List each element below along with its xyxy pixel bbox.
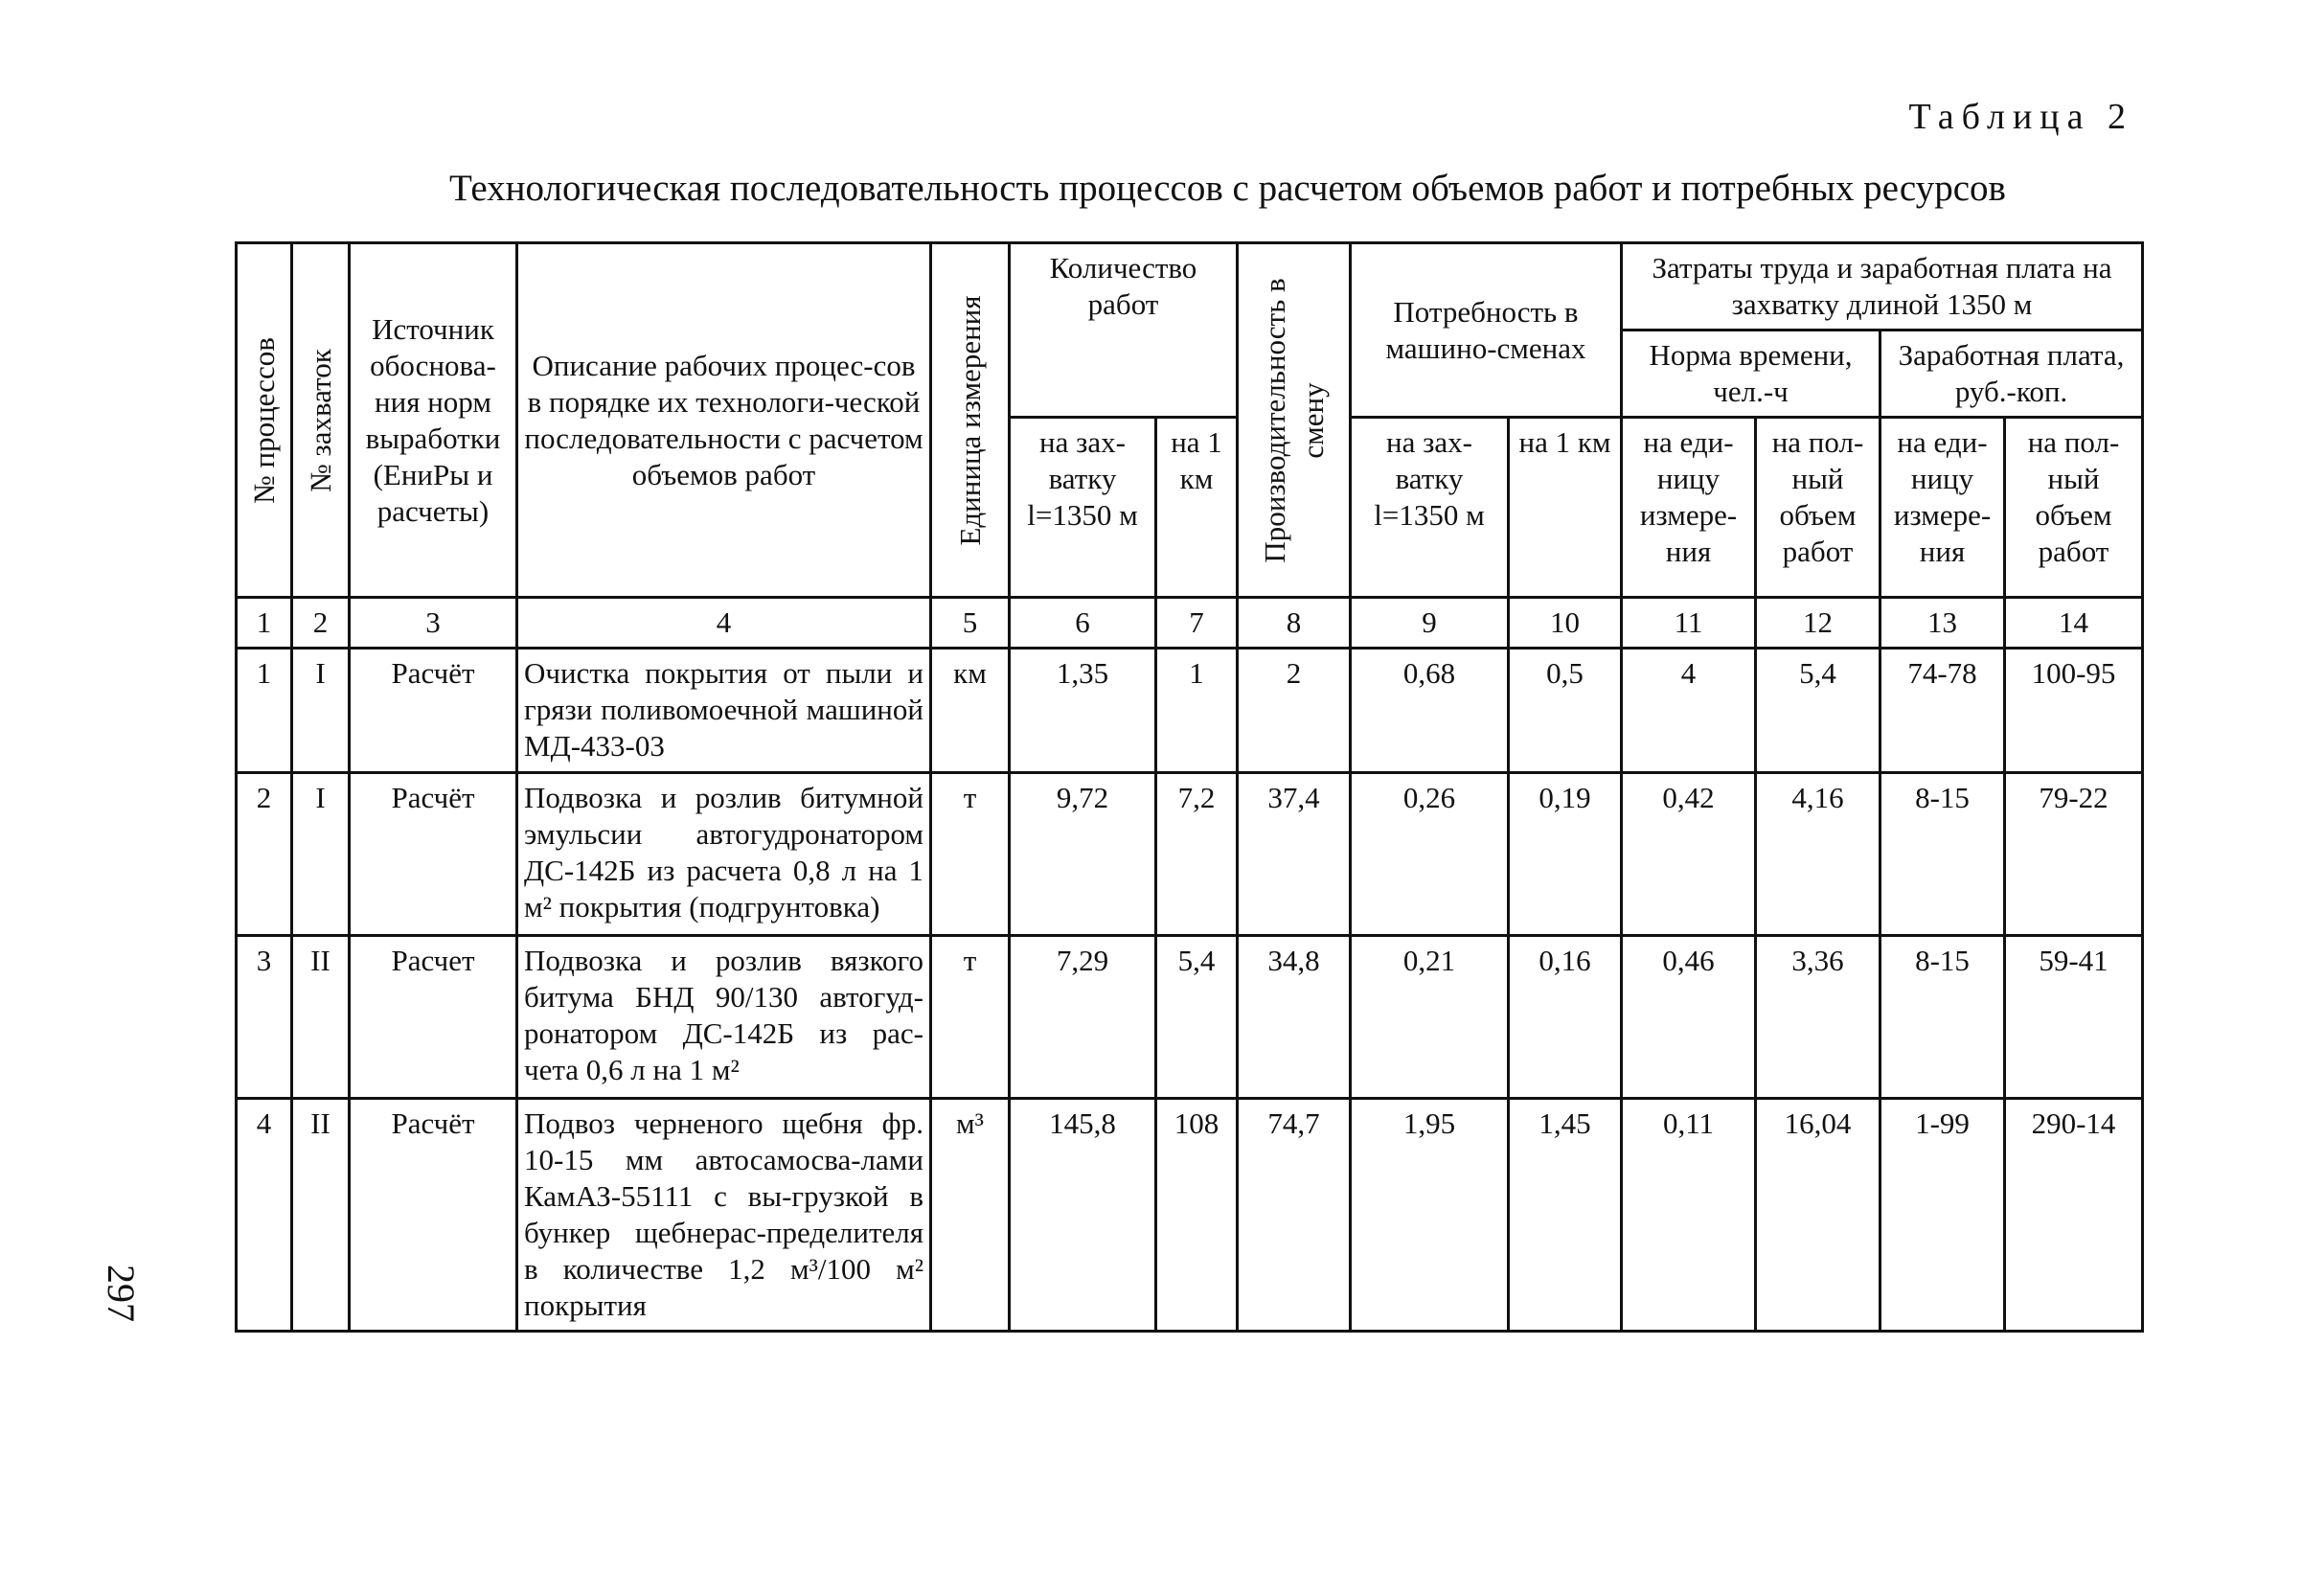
cell-time-per-unit: 4: [1622, 649, 1756, 773]
cell-salary-full: 100-95: [2005, 649, 2143, 773]
cell-unit: т: [931, 773, 1010, 936]
cell-description: Очистка покрытия от пыли и грязи поливомоечной машиной МД-433-03: [517, 649, 931, 773]
cell-time-full: 3,36: [1756, 936, 1880, 1099]
header-time-per-unit: на еди-ницу измере-ния: [1622, 418, 1756, 598]
column-number: 13: [1880, 598, 2005, 649]
column-number: 12: [1756, 598, 1880, 649]
header-source: Источник обоснова-ния норм выработки (ЕниРы и расчеты): [350, 243, 517, 598]
column-number: 10: [1509, 598, 1622, 649]
table-row: [237, 649, 2143, 773]
column-number: 2: [292, 598, 350, 649]
cell-unit: м³: [931, 1099, 1010, 1332]
cell-productivity: 34,8: [1238, 936, 1351, 1099]
cell-source: Расчет: [350, 936, 517, 1099]
cell-time-per-unit: 0,42: [1622, 773, 1756, 936]
cell-grip-no: II: [292, 1099, 350, 1332]
cell-salary-per-unit: 8-15: [1880, 773, 2005, 936]
column-number: 5: [931, 598, 1010, 649]
cell-salary-full: 290-14: [2005, 1099, 2143, 1332]
header-unit: Единица измерения: [931, 243, 1010, 598]
cell-productivity: 2: [1238, 649, 1351, 773]
cell-need-km: 0,5: [1509, 649, 1622, 773]
cell-need-grip: 0,21: [1351, 936, 1509, 1099]
header-need: Потребность в машино-сменах: [1351, 243, 1622, 418]
cell-time-full: 5,4: [1756, 649, 1880, 773]
cell-need-grip: 1,95: [1351, 1099, 1509, 1332]
cell-salary-per-unit: 1-99: [1880, 1099, 2005, 1332]
cell-quantity-grip: 9,72: [1010, 773, 1156, 936]
cell-quantity-grip: 7,29: [1010, 936, 1156, 1099]
cell-quantity-km: 7,2: [1156, 773, 1238, 936]
column-number: 4: [517, 598, 931, 649]
cell-process-no: 3: [237, 936, 292, 1099]
header-process-no: № процессов: [237, 243, 292, 598]
table-label: Таблица 2: [1908, 97, 2133, 137]
cell-time-full: 4,16: [1756, 773, 1880, 936]
table-row: [237, 773, 2143, 936]
cell-unit: км: [931, 649, 1010, 773]
resources-table: [235, 241, 2144, 1333]
header-salary-full: на пол-ный объем работ: [2005, 418, 2143, 598]
cell-source: Расчёт: [350, 649, 517, 773]
header-time-full: на пол-ный объем работ: [1756, 418, 1880, 598]
table-row: [237, 1099, 2143, 1332]
cell-process-no: 1: [237, 649, 292, 773]
cell-salary-per-unit: 8-15: [1880, 936, 2005, 1099]
column-number: 3: [350, 598, 517, 649]
header-quantity-grip: на зах-ватку l=1350 м: [1010, 418, 1156, 598]
header-grip-no: № захваток: [292, 243, 350, 598]
cell-salary-full: 79-22: [2005, 773, 2143, 936]
cell-process-no: 4: [237, 1099, 292, 1332]
header-salary-per-unit: на еди-ницу измере-ния: [1880, 418, 2005, 598]
column-number: 9: [1351, 598, 1509, 649]
cell-source: Расчёт: [350, 1099, 517, 1332]
header-quantity: Количество работ: [1010, 243, 1238, 418]
cell-need-grip: 0,68: [1351, 649, 1509, 773]
header-description: Описание рабочих процес-сов в порядке их технологи-ческой последовательности с расчетом объемов работ: [517, 243, 931, 598]
column-number: 7: [1156, 598, 1238, 649]
cell-grip-no: II: [292, 936, 350, 1099]
header-productivity: Производительность в смену: [1238, 243, 1351, 598]
table-row: [237, 936, 2143, 1099]
column-number: 14: [2005, 598, 2143, 649]
cell-salary-full: 59-41: [2005, 936, 2143, 1099]
page-number: 297: [100, 1265, 143, 1322]
cell-unit: т: [931, 936, 1010, 1099]
cell-salary-per-unit: 74-78: [1880, 649, 2005, 773]
cell-description: Подвозка и розлив вязкого битума БНД 90/130 автогуд-ронатором ДС-142Б из рас-чета 0,6 л на 1 м²: [517, 936, 931, 1099]
cell-source: Расчёт: [350, 773, 517, 936]
cell-productivity: 74,7: [1238, 1099, 1351, 1332]
header-salary: Заработная плата, руб.-коп.: [1880, 331, 2143, 418]
header-time-norm: Норма времени, чел.-ч: [1622, 331, 1880, 418]
cell-quantity-grip: 145,8: [1010, 1099, 1156, 1332]
cell-time-per-unit: 0,11: [1622, 1099, 1756, 1332]
header-quantity-km: на 1 км: [1156, 418, 1238, 598]
cell-description: Подвоз черненого щебня фр. 10-15 мм автосамосва-лами КамАЗ-55111 с вы-грузкой в бункер щебнерас-пределителя в количестве 1,2 м³/100 м² покрытия: [517, 1099, 931, 1332]
header-need-km: на 1 км: [1509, 418, 1622, 598]
cell-need-km: 0,16: [1509, 936, 1622, 1099]
cell-grip-no: I: [292, 649, 350, 773]
cell-quantity-grip: 1,35: [1010, 649, 1156, 773]
cell-need-km: 0,19: [1509, 773, 1622, 936]
table-title: Технологическая последовательность процессов с расчетом объемов работ и потребных ресурсов: [449, 168, 2006, 209]
cell-need-km: 1,45: [1509, 1099, 1622, 1332]
cell-quantity-km: 108: [1156, 1099, 1238, 1332]
cell-process-no: 2: [237, 773, 292, 936]
header-costs: Затраты труда и заработная плата на захватку длиной 1350 м: [1622, 243, 2143, 331]
cell-quantity-km: 1: [1156, 649, 1238, 773]
column-number: 8: [1238, 598, 1351, 649]
column-number: 1: [237, 598, 292, 649]
column-number: 6: [1010, 598, 1156, 649]
cell-description: Подвозка и розлив битумной эмульсии автогудронатором ДС-142Б из расчета 0,8 л на 1 м² покрытия (подгрунтовка): [517, 773, 931, 936]
cell-time-per-unit: 0,46: [1622, 936, 1756, 1099]
header-need-grip: на зах-ватку l=1350 м: [1351, 418, 1509, 598]
column-number: 11: [1622, 598, 1756, 649]
cell-time-full: 16,04: [1756, 1099, 1880, 1332]
cell-grip-no: I: [292, 773, 350, 936]
cell-quantity-km: 5,4: [1156, 936, 1238, 1099]
cell-need-grip: 0,26: [1351, 773, 1509, 936]
cell-productivity: 37,4: [1238, 773, 1351, 936]
